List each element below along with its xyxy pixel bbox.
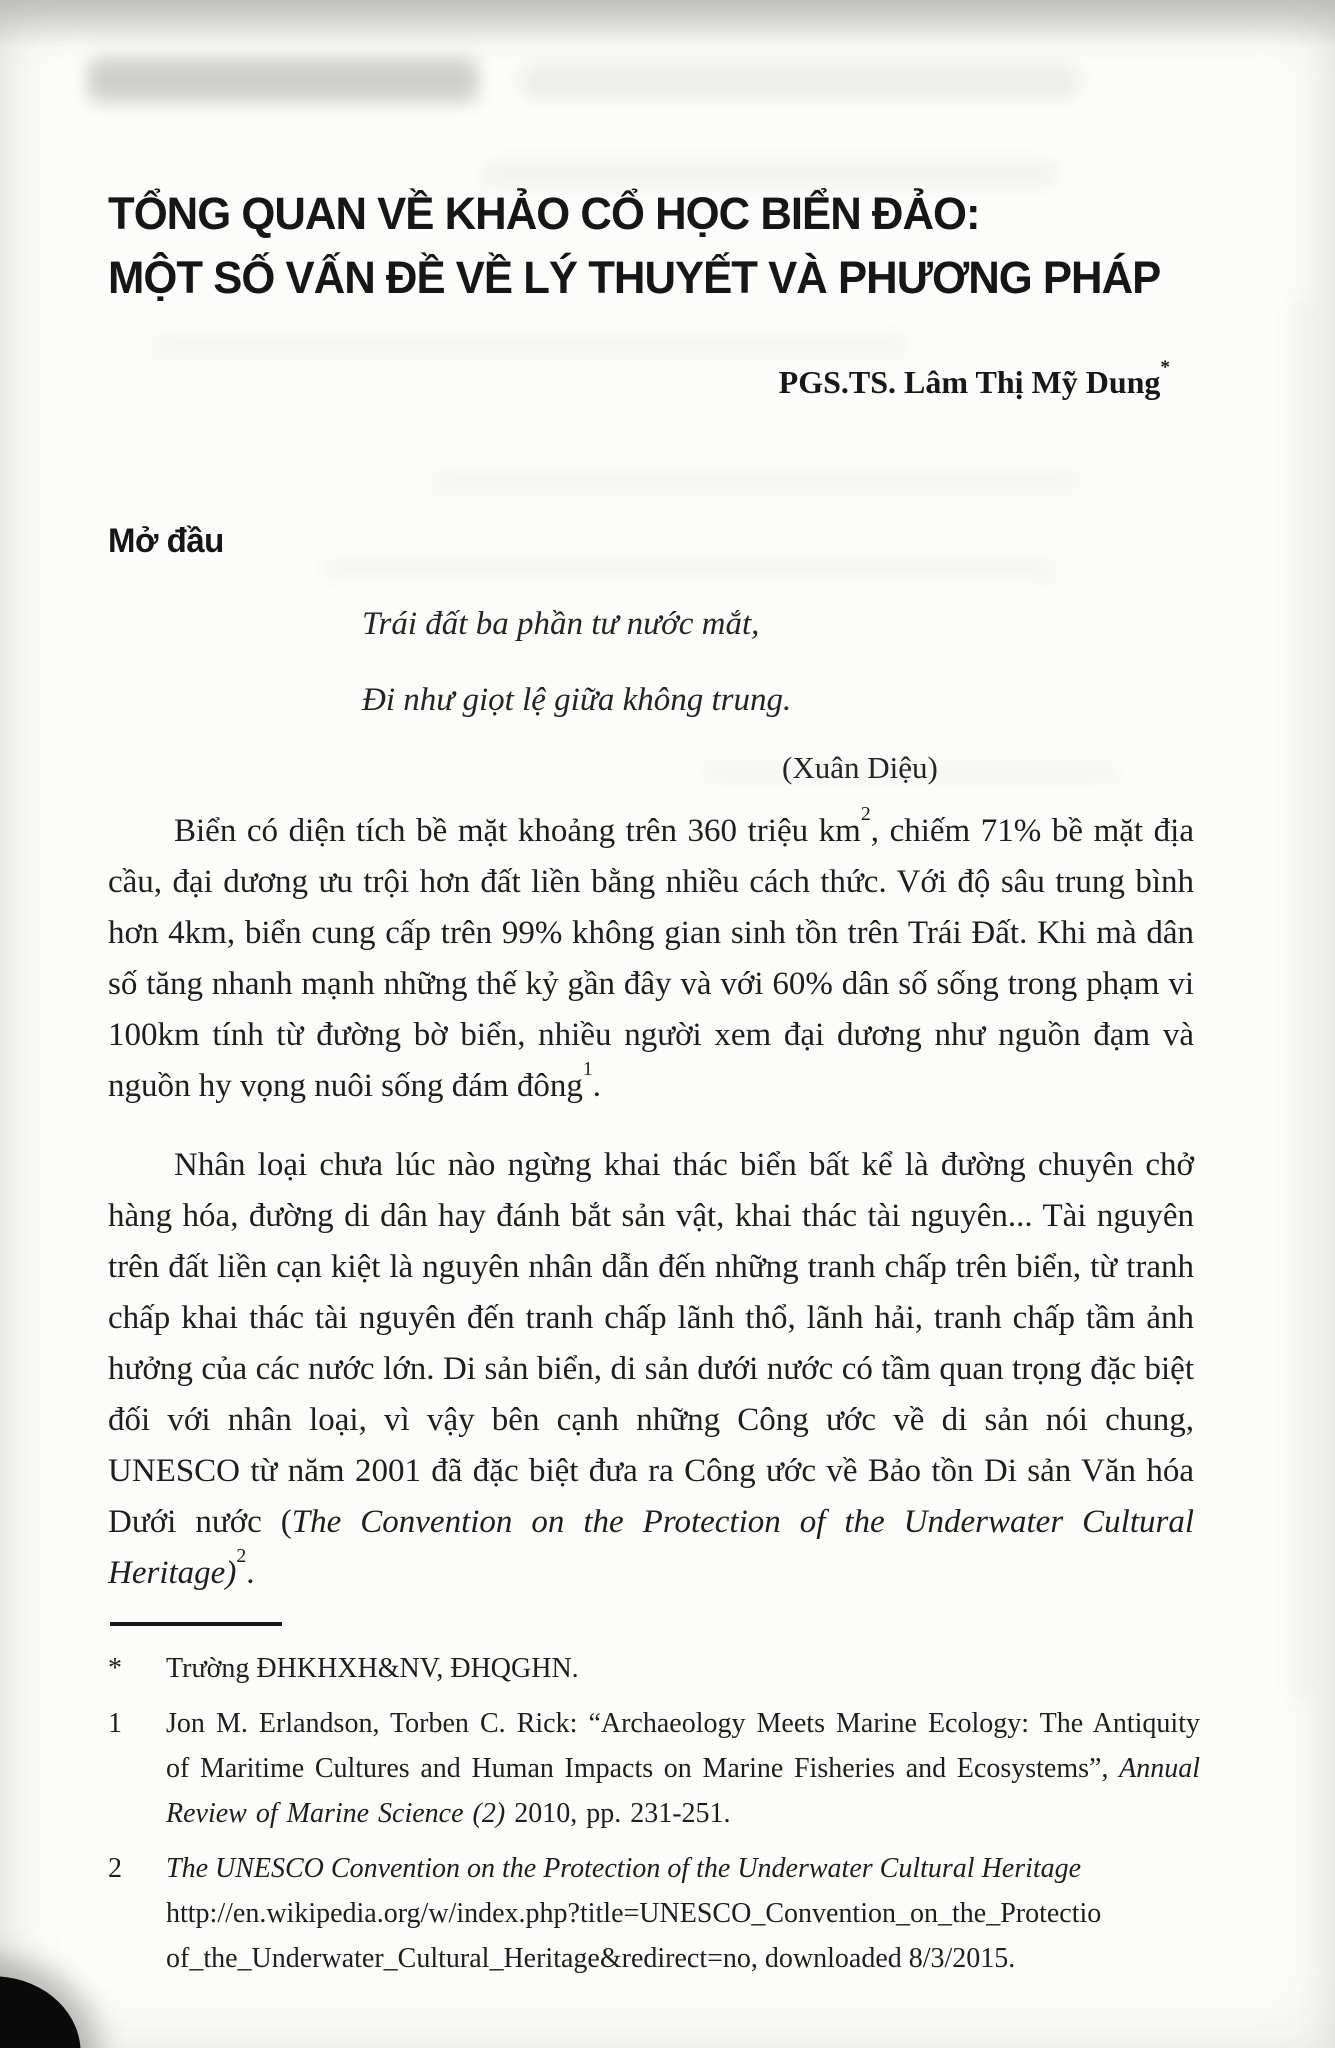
author-byline: [300, 356, 1170, 401]
footnote-ref-2: 2: [236, 1545, 247, 1568]
paragraph-2-text: ): [225, 1555, 237, 1591]
poem-line-1: Trái đất ba phần tư nước mắt,: [362, 606, 760, 642]
section-heading: Mở đầu: [108, 522, 224, 560]
scan-bleed-smudge: [88, 58, 478, 102]
paragraph-2-italic-title: The Convention on the Protection of the Underwater Cultural Heritage: [108, 1504, 1194, 1591]
author-name: PGS.TS. Lâm Thị Mỹ Dung: [778, 364, 1161, 400]
paragraph-2-text: Nhân loại chưa lúc nào ngừng khai thác biển bất kể là đường chuyên chở hàng hóa, đường di dân hay đánh bắt sản vật, khai thác tài nguyên... Tài nguyên trên đất liền cạn kiệt là nguyên nhân dẫn đến những tranh chấp trên biển, từ tranh chấp khai thác tài nguyên đến tranh chấp lãnh thổ, lãnh hải, tranh chấp tầm ảnh hưởng của các nước lớn. Di sản biển, di sản dưới nước có tầm quan trọng đặc biệt đối với nhân loại, vì vậy bên cạnh những Công ước về di sản nói chung, UNESCO từ năm 2001 đã đặc biệt đưa ra Công ước về Bảo tồn Di sản Văn hóa Dưới nước (: [108, 1147, 1194, 1540]
poem-line-2: Đi như giọt lệ giữa không trung.: [362, 682, 792, 718]
paragraph-2-text: .: [246, 1555, 255, 1591]
footnote-1-marker: 1: [108, 1708, 122, 1739]
footnote-block: [108, 1622, 1200, 1991]
footnote-star: [108, 1646, 1200, 1691]
footnote-star-text: Trường ĐHKHXH&NV, ĐHQGHN.: [166, 1653, 579, 1684]
scan-top-edge-shadow: [0, 0, 1335, 48]
scan-right-edge-streak: [1292, 300, 1314, 1700]
footnote-2-url-line2: of_the_Underwater_Cultural_Heritage&redirect=no, downloaded 8/3/2015.: [166, 1943, 1016, 1974]
footnote-divider: [110, 1622, 282, 1626]
superscript-km2: 2: [860, 803, 871, 826]
footnote-1: [108, 1701, 1200, 1836]
scan-bleed-smudge: [520, 64, 1080, 98]
footnote-2-text: [166, 1846, 1200, 1981]
scan-bleed-text: [430, 468, 1080, 494]
footnote-2-title: The UNESCO Convention on the Protection of the Underwater Cultural Heritage: [166, 1853, 1082, 1884]
paragraph-1-text: , chiếm 71% bề mặt địa cầu, đại dương ưu trội hơn đất liền bằng nhiều cách thức. Với độ sâu trung bình hơn 4km, biển cung cấp trên 99% không gian sinh tồn trên Trái Đất. Khi mà dân số tăng nhanh mạnh những thế kỷ gần đây và với 60% dân số sống trong phạm vi 100km tính từ đường bờ biển, nhiều người xem đại dương như nguồn đạm và nguồn hy vọng nuôi sống đám đông: [108, 813, 1194, 1104]
footnote-1-pages: 2010, pp. 231-251.: [514, 1798, 731, 1829]
footnote-1-citation: Jon M. Erlandson, Torben C. Rick: “Archaeology Meets Marine Ecology: The Antiquity of Maritime Cultures and Human Impacts on Marine Fisheries and Ecosystems”,: [166, 1708, 1200, 1784]
paragraph-1: [108, 803, 1194, 1112]
poem-attribution: (Xuân Diệu): [782, 750, 938, 785]
footnote-2-marker: 2: [108, 1853, 122, 1884]
author-footnote-mark: *: [1160, 356, 1170, 378]
footnote-1-journal: Annual Review of Marine Science (2): [166, 1753, 1200, 1829]
footnote-1-text: [166, 1701, 1200, 1836]
footnote-star-marker: *: [108, 1653, 122, 1684]
article-title: [108, 182, 1238, 310]
paragraph-2: [108, 1140, 1194, 1599]
article-title-line2: MỘT SỐ VẤN ĐỀ VỀ LÝ THUYẾT VÀ PHƯƠNG PHÁP: [108, 252, 1161, 303]
paragraph-1-text: .: [592, 1068, 601, 1104]
scan-bleed-text: [150, 332, 910, 358]
scan-bleed-text: [320, 556, 1060, 582]
footnote-2: [108, 1846, 1200, 1981]
paragraph-1-text: Biển có diện tích bề mặt khoảng trên 360 triệu km: [174, 813, 861, 849]
footnote-ref-1: 1: [582, 1058, 593, 1081]
article-title-line1: TỔNG QUAN VỀ KHẢO CỔ HỌC BIỂN ĐẢO:: [108, 188, 980, 239]
footnote-2-url-line1: http://en.wikipedia.org/w/index.php?title=UNESCO_Convention_on_the_Protectio: [166, 1898, 1102, 1929]
page-corner-curl: [0, 1975, 84, 2048]
